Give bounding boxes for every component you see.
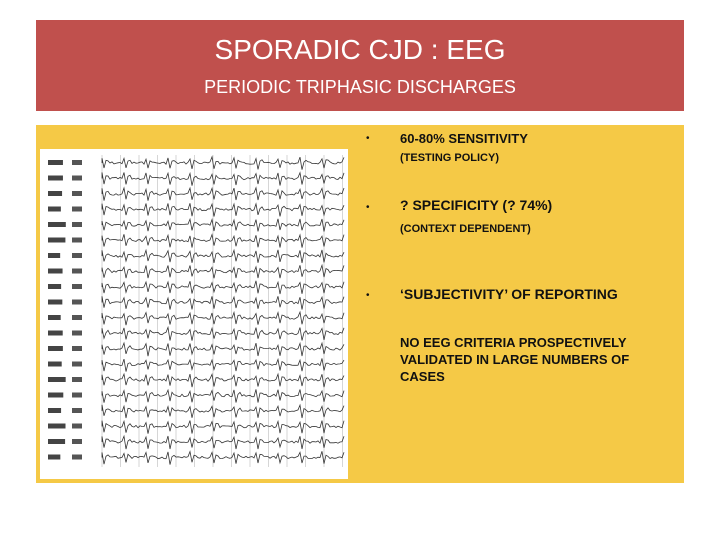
- eeg-channel-trace: [102, 451, 344, 464]
- eeg-channel-trace: [102, 405, 344, 418]
- channel-gain-mark: [72, 207, 82, 212]
- channel-gain-mark: [72, 393, 82, 398]
- channel-label-mark: [48, 176, 63, 181]
- channel-gain-mark: [72, 253, 82, 258]
- eeg-channel-trace: [102, 203, 344, 216]
- channel-gain-mark: [72, 455, 82, 460]
- channel-gain-mark: [72, 300, 82, 305]
- eeg-channel-trace: [102, 281, 344, 294]
- channel-label-mark: [48, 253, 60, 258]
- eeg-channel-trace: [102, 296, 344, 309]
- channel-label-mark: [48, 222, 66, 227]
- channel-gain-mark: [72, 160, 82, 165]
- eeg-channel-trace: [102, 436, 344, 449]
- channel-label-mark: [48, 269, 63, 274]
- bullet-text: ? SPECIFICITY (? 74%): [400, 197, 553, 213]
- channel-gain-mark: [72, 315, 82, 320]
- channel-label-mark: [48, 300, 62, 305]
- channel-label-mark: [48, 284, 61, 289]
- channel-gain-mark: [72, 284, 82, 289]
- eeg-channel-trace: [102, 374, 344, 387]
- content-panel: [36, 125, 684, 483]
- eeg-channel-trace: [102, 250, 344, 263]
- channel-gain-mark: [72, 439, 82, 444]
- channel-label-mark: [48, 455, 60, 460]
- eeg-channel-trace: [102, 421, 344, 434]
- channel-label-mark: [48, 346, 63, 351]
- channel-label-mark: [48, 362, 62, 367]
- channel-label-mark: [48, 331, 63, 336]
- eeg-channel-trace: [102, 188, 344, 201]
- eeg-channel-trace: [102, 389, 344, 402]
- channel-label-mark: [48, 424, 66, 429]
- bullet-dot: •: [366, 133, 370, 144]
- channel-label-mark: [48, 377, 66, 382]
- channel-gain-mark: [72, 222, 82, 227]
- channel-gain-mark: [72, 362, 82, 367]
- slide-title: SPORADIC CJD : EEG: [214, 34, 506, 65]
- channel-gain-mark: [72, 269, 82, 274]
- slide-subtitle: PERIODIC TRIPHASIC DISCHARGES: [204, 77, 516, 97]
- eeg-channel-trace: [102, 265, 344, 278]
- eeg-channel-trace: [102, 327, 344, 340]
- channel-label-mark: [48, 160, 63, 165]
- eeg-channel-trace: [102, 219, 344, 232]
- channel-gain-mark: [72, 408, 82, 413]
- bullet-dot: •: [366, 202, 370, 213]
- channel-label-mark: [48, 238, 65, 243]
- bullet-dot: •: [366, 290, 370, 301]
- eeg-trace-image: [40, 149, 348, 479]
- eeg-trace-svg: [40, 149, 348, 479]
- channel-gain-mark: [72, 377, 82, 382]
- title-banner: [36, 20, 684, 111]
- eeg-channel-trace: [102, 157, 344, 170]
- note-line: NO EEG CRITERIA PROSPECTIVELY: [400, 335, 627, 350]
- note-line: VALIDATED IN LARGE NUMBERS OF: [400, 352, 630, 367]
- eeg-channel-trace: [102, 172, 344, 185]
- eeg-channel-trace: [102, 312, 344, 325]
- channel-gain-mark: [72, 331, 82, 336]
- eeg-channel-trace: [102, 343, 344, 356]
- channel-gain-mark: [72, 346, 82, 351]
- channel-gain-mark: [72, 176, 82, 181]
- eeg-channel-trace: [102, 358, 344, 371]
- note-line: CASES: [400, 369, 445, 384]
- eeg-channel-trace: [102, 234, 344, 247]
- channel-label-mark: [48, 191, 62, 196]
- channel-label-mark: [48, 207, 61, 212]
- channel-label-mark: [48, 393, 63, 398]
- channel-gain-mark: [72, 238, 82, 243]
- channel-label-mark: [48, 408, 61, 413]
- channel-gain-mark: [72, 424, 82, 429]
- bullet-text: 60-80% SENSITIVITY: [400, 131, 528, 146]
- bullet-subtext: (CONTEXT DEPENDENT): [400, 223, 531, 235]
- channel-label-mark: [48, 315, 61, 320]
- channel-gain-mark: [72, 191, 82, 196]
- channel-label-mark: [48, 439, 65, 444]
- bullet-subtext: (TESTING POLICY): [400, 152, 499, 164]
- bullet-text: ‘SUBJECTIVITY’ OF REPORTING: [400, 286, 618, 302]
